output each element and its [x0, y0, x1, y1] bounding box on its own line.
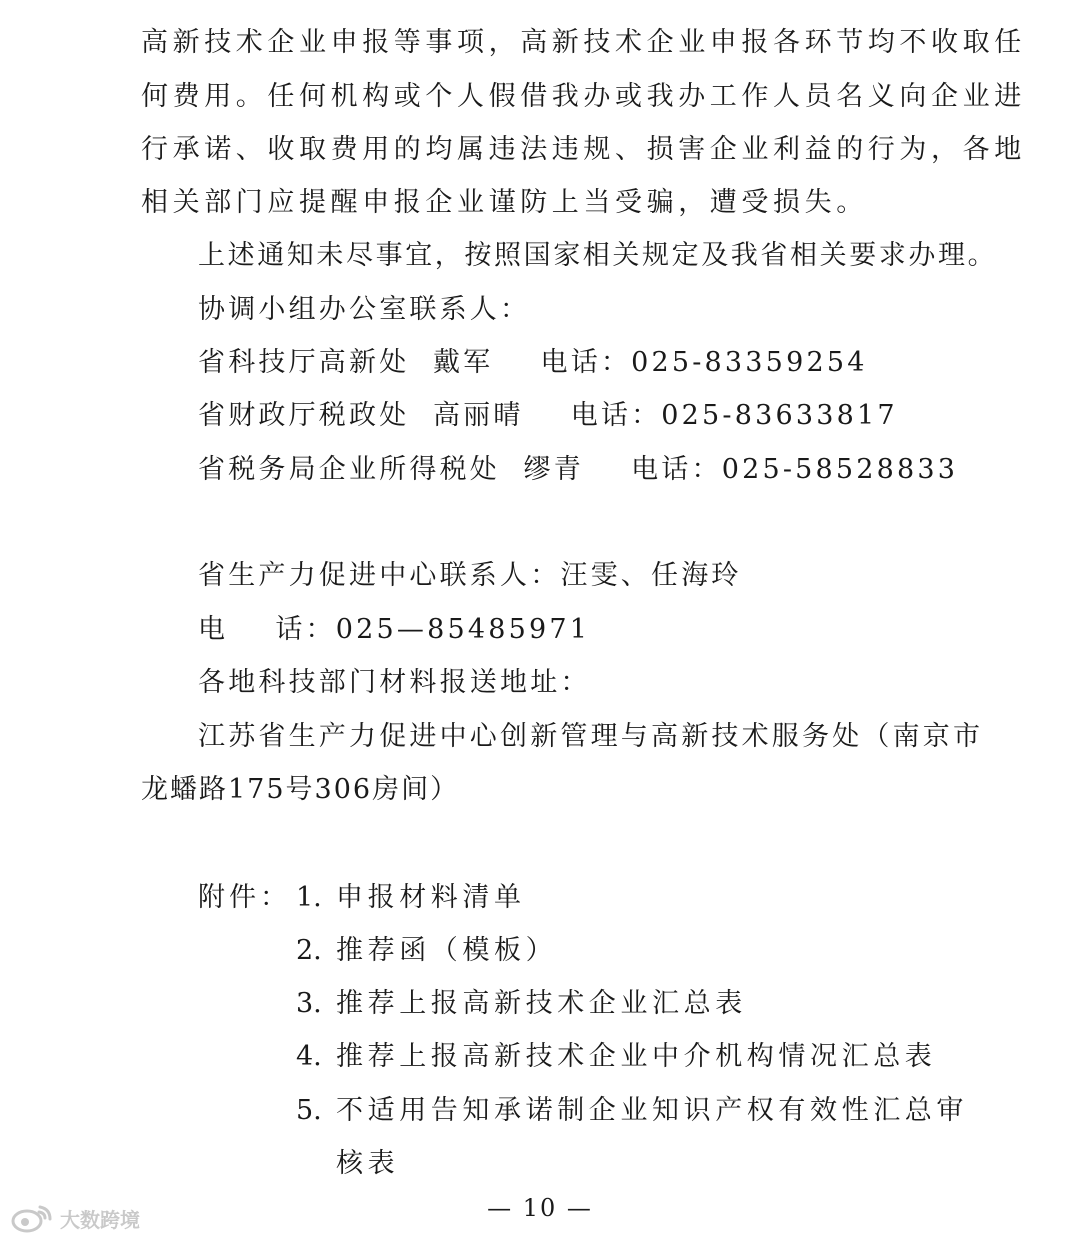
contacts-heading: 协调小组办公室联系人： — [198, 294, 531, 325]
page-number: — 10 — — [487, 1194, 593, 1222]
attachment-number: 5. — [296, 1095, 322, 1126]
attachments-label: 附件： — [198, 882, 291, 913]
attachment-number: 2. — [296, 935, 322, 966]
paragraph-2: 上述通知未尽事宜，按照国家相关规定及我省相关要求办理。 — [198, 240, 998, 271]
attachment-text: 不适用告知承诺制企业知识产权有效性汇总审 — [336, 1095, 968, 1126]
paragraph-1-line-4: 相关部门应提醒申报企业谨防上当受骗，遭受损失。 — [141, 187, 868, 218]
attachment-text: 申报材料清单 — [336, 882, 526, 913]
attachment-text: 推荐上报高新技术企业中介机构情况汇总表 — [336, 1041, 937, 1072]
paragraph-1-line-2: 何费用。任何机构或个人假借我办或我办工作人员名义向企业进 — [141, 81, 1026, 112]
address-heading: 各地科技部门材料报送地址： — [198, 667, 591, 698]
attachment-item-5-continued: 核表 — [336, 1148, 400, 1179]
address-line-2: 龙蟠路175号306房间） — [141, 774, 460, 805]
attachment-number: 1. — [296, 882, 322, 913]
weibo-style-logo-icon — [10, 1203, 54, 1233]
attachment-item-5 — [296, 1093, 968, 1129]
attachment-item-4 — [296, 1039, 936, 1075]
paragraph-1-line-3: 行承诺、收取费用的均属违法违规、损害企业利益的行为，各地 — [141, 134, 1026, 165]
center-contact: 省生产力促进中心联系人：汪雯、任海玲 — [198, 560, 742, 591]
attachment-text: 推荐函（模板） — [336, 935, 558, 966]
paragraph-1-line-1: 高新技术企业申报等事项，高新技术企业申报各环节均不收取任 — [141, 27, 1026, 58]
attachment-text: 推荐上报高新技术企业汇总表 — [336, 988, 747, 1019]
center-phone: 电 话：025—85485971 — [198, 614, 591, 645]
watermark — [10, 1200, 140, 1236]
attachment-item-3 — [296, 986, 747, 1022]
attachment-item-2 — [296, 933, 557, 969]
address-line-1: 江苏省生产力促进中心创新管理与高新技术服务处（南京市 — [198, 721, 984, 752]
attachment-item-1 — [296, 880, 526, 916]
contact-line-3: 省税务局企业所得税处 缪青 电话：025-58528833 — [198, 454, 959, 485]
contact-line-1: 省科技厅高新处 戴军 电话：025-83359254 — [198, 347, 868, 378]
attachment-number: 3. — [296, 988, 322, 1019]
attachment-number: 4. — [296, 1041, 322, 1072]
watermark-text: 大数跨境 — [60, 1207, 140, 1232]
contact-line-2: 省财政厅税政处 高丽晴 电话：025-83633817 — [198, 400, 898, 431]
